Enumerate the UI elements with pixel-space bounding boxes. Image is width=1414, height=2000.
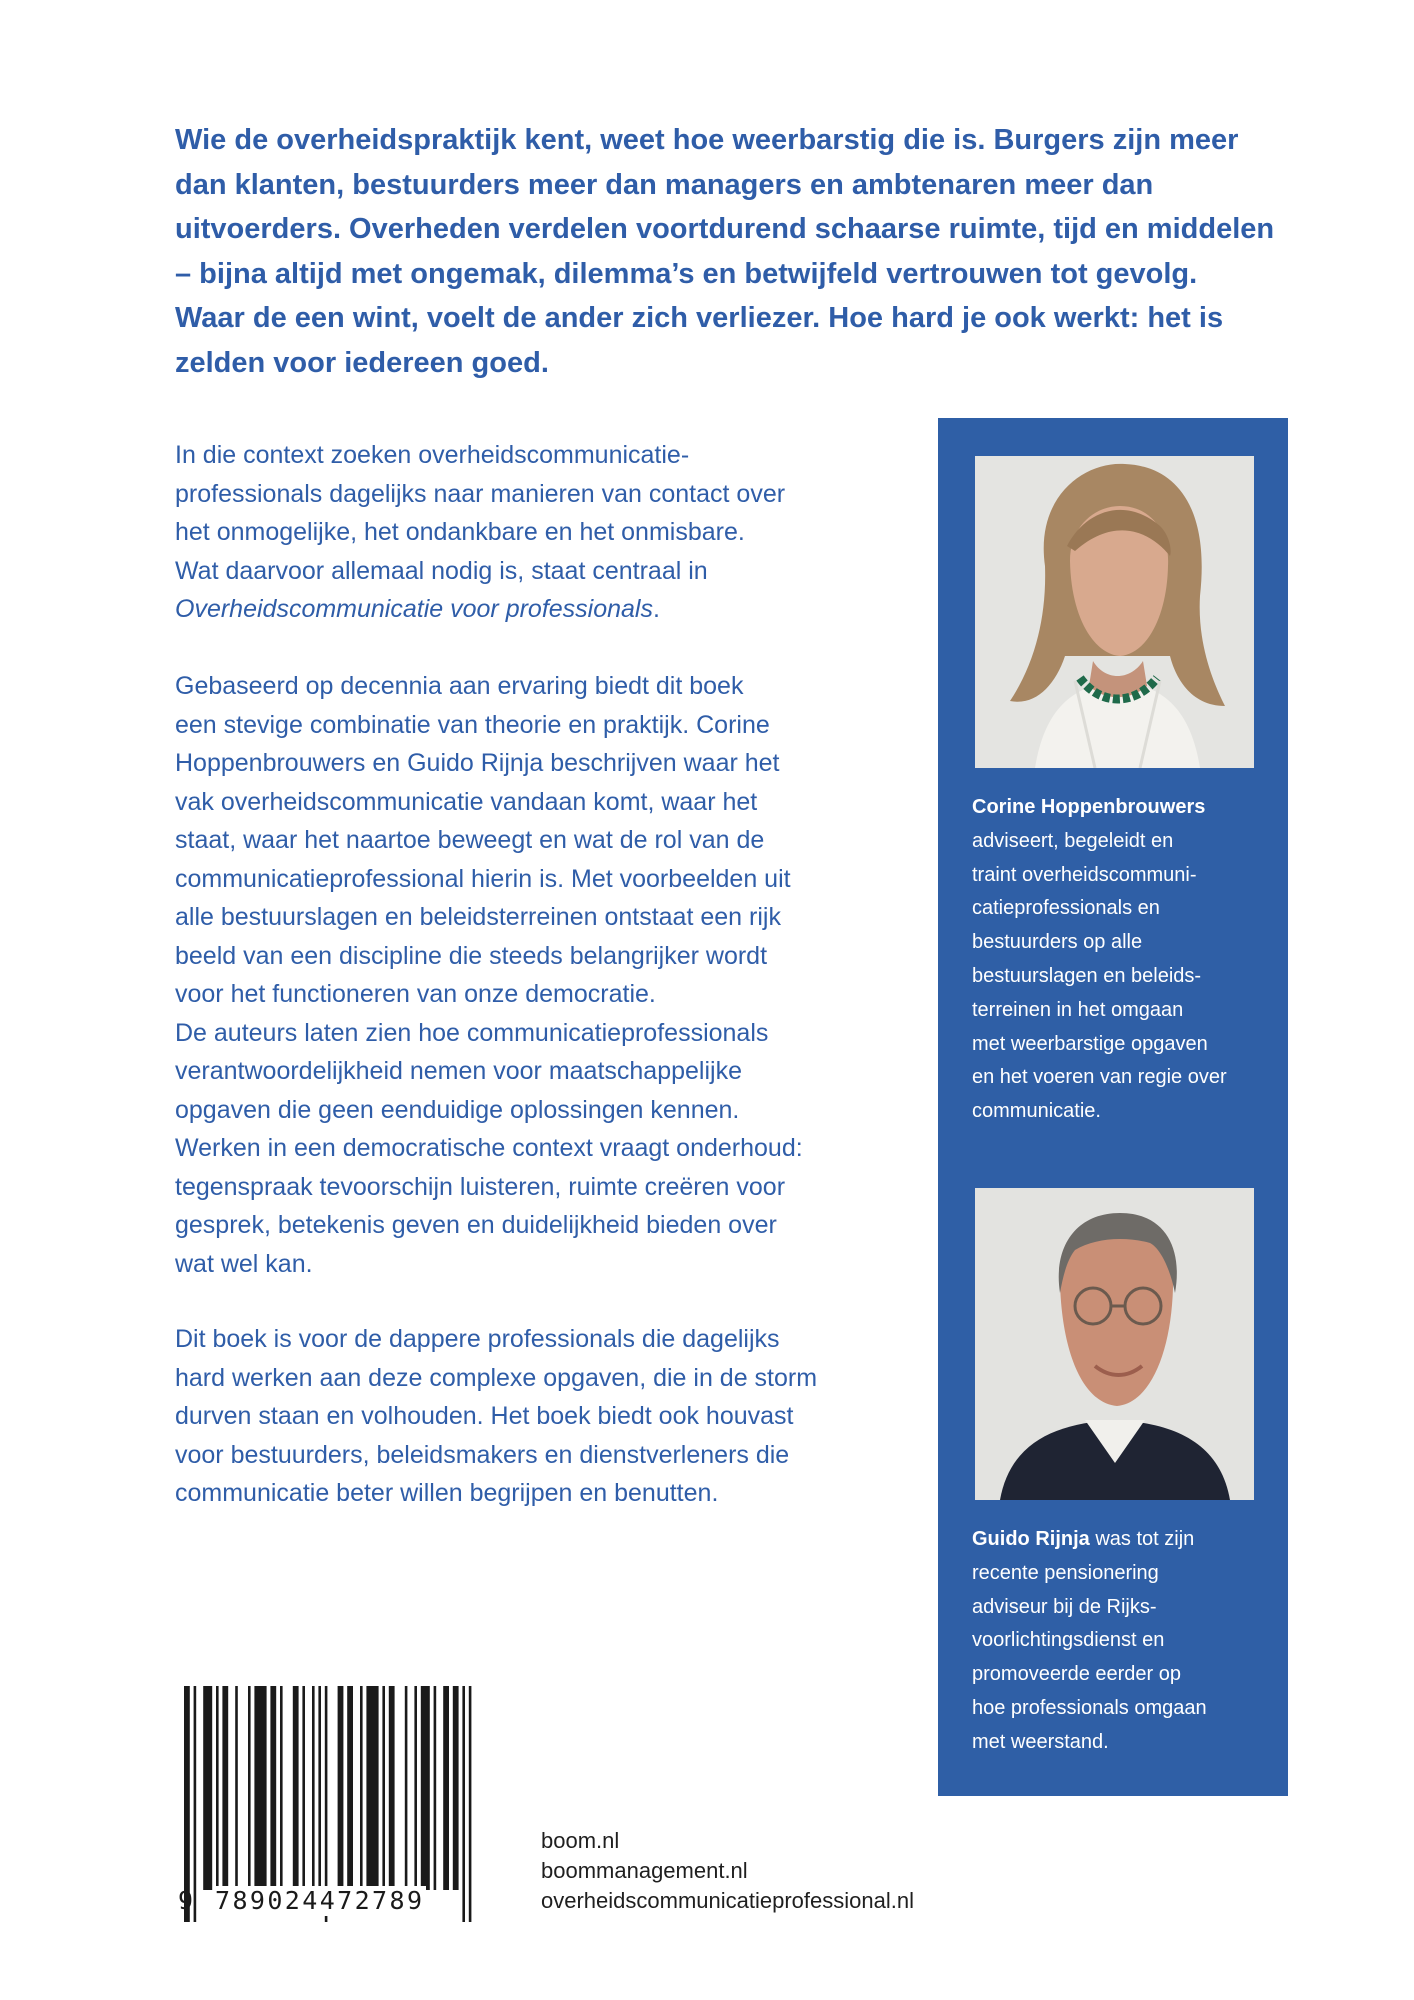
text-line: beeld van een discipline die steeds belangrijker wordt — [175, 941, 768, 970]
text-line: voor het functioneren van onze democratie. — [175, 980, 656, 1008]
text-line: het onmogelijke, het ondankbare en het onmisbare. — [175, 518, 745, 546]
barcode-bar — [338, 1686, 344, 1890]
barcode-bar — [293, 1686, 299, 1890]
bio-first-suffix: was tot zijn — [1089, 1528, 1195, 1550]
text-line: Wat daarvoor allemaal nodig is, staat centraal in — [175, 556, 708, 585]
bio-line: en het voeren van regie over — [972, 1066, 1227, 1089]
author-name: Corine Hoppenbrouwers — [972, 796, 1206, 818]
book-title: Overheidscommunicatie voor professionals — [175, 595, 653, 623]
barcode-bar — [453, 1686, 459, 1890]
text-line: tegenspraak tevoorschijn luisteren, ruimte creëren voor — [175, 1172, 786, 1201]
text-line: voor bestuurders, beleidsmakers en dienstverleners die — [175, 1440, 790, 1469]
portrait-woman-image — [975, 456, 1254, 768]
text-line: wat wel kan. — [175, 1249, 313, 1278]
barcode-bar — [360, 1686, 363, 1890]
text-line: een stevige combinatie van theorie en praktijk. Corine — [175, 710, 770, 739]
barcode-bar — [469, 1686, 472, 1922]
text-line: In die context zoeken overheidscommunicatie- — [175, 441, 690, 469]
barcode-bar — [248, 1686, 251, 1890]
bio-line: voorlichtingsdienst en — [972, 1629, 1165, 1652]
bio-line: adviseur bij de Rijks- — [972, 1595, 1157, 1618]
text-line: durven staan en volhouden. Het boek biedt ook houvast — [175, 1402, 794, 1430]
body-paragraph-1 — [175, 436, 875, 629]
barcode-bar — [366, 1686, 378, 1890]
barcode-bar — [216, 1686, 219, 1890]
barcode-bar — [443, 1686, 449, 1890]
text-line: alle bestuurslagen en beleidsterreinen ontstaat een rijk — [175, 903, 781, 931]
author-bio-corine — [972, 791, 1272, 1129]
intro-line: uitvoerders. Overheden verdelen voortdurend schaarse ruimte, tijd en middelen — [175, 213, 1275, 245]
text-line — [175, 590, 875, 629]
barcode-bar — [280, 1686, 283, 1890]
website-list — [541, 1826, 914, 1916]
text-line: Dit boek is voor de dappere professionals die dagelijks — [175, 1325, 780, 1353]
barcode-bar — [302, 1686, 305, 1890]
bio-line: met weerstand. — [972, 1730, 1109, 1753]
barcode-bar — [347, 1686, 353, 1890]
barcode-bar — [222, 1686, 228, 1890]
text-line: hard werken aan deze complexe opgaven, die in de storm — [175, 1363, 818, 1392]
barcode-bar — [312, 1686, 315, 1890]
intro-line: dan klanten, bestuurders meer dan managers en ambtenaren meer dan — [175, 168, 1154, 201]
bio-line: terreinen in het omgaan — [972, 998, 1184, 1021]
text-line: De auteurs laten zien hoe communicatieprofessionals — [175, 1018, 769, 1047]
text-line: opgaven die geen eenduidige oplossingen kennen. — [175, 1095, 740, 1124]
bio-line: traint overheidscommuni- — [972, 863, 1197, 886]
bio-line: adviseert, begeleidt en — [972, 829, 1174, 852]
bio-line: promoveerde eerder op — [972, 1663, 1182, 1686]
website-link[interactable]: boom.nl — [541, 1828, 620, 1853]
website-link[interactable]: overheidscommunicatieprofessional.nl — [541, 1888, 914, 1913]
intro-line: Waar de een wint, voelt de ander zich verliezer. Hoe hard je ook werkt: het is — [175, 302, 1224, 334]
text-line: Gebaseerd op decennia aan ervaring biedt dit boek — [175, 672, 744, 700]
author-photo-corine — [975, 456, 1254, 768]
body-paragraph-3 — [175, 1320, 875, 1513]
text-line: professionals dagelijks naar manieren van contact over — [175, 479, 786, 508]
isbn-first-digit: 9 — [178, 1886, 194, 1915]
intro-paragraph — [175, 118, 1300, 385]
isbn-digits: 789024472789 — [215, 1886, 425, 1915]
barcode-bar — [270, 1686, 276, 1890]
book-title-suffix: . — [653, 595, 660, 623]
barcode-bar — [462, 1686, 465, 1922]
portrait-man-image — [975, 1188, 1254, 1500]
bio-line: bestuurders op alle — [972, 931, 1143, 954]
intro-line: – bijna altijd met ongemak, dilemma’s en betwijfeld vertrouwen tot gevolg. — [175, 257, 1198, 290]
author-bio-guido — [972, 1523, 1272, 1760]
bio-line: bestuurslagen en beleids- — [972, 964, 1202, 987]
barcode-bar — [421, 1686, 430, 1890]
bio-line: catieprofessionals en — [972, 897, 1160, 920]
text-line: staat, waar het naartoe beweegt en wat de rol van de — [175, 826, 765, 854]
barcode-bar — [382, 1686, 385, 1890]
barcode-bar — [389, 1686, 395, 1890]
website-link[interactable]: boommanagement.nl — [541, 1858, 748, 1883]
text-line: communicatieprofessional hierin is. Met voorbeelden uit — [175, 864, 791, 893]
text-line: verantwoordelijkheid nemen voor maatschappelijke — [175, 1057, 742, 1085]
bio-line: hoe professionals omgaan — [972, 1696, 1207, 1719]
barcode-bar — [235, 1686, 238, 1890]
author-photo-guido — [975, 1188, 1254, 1500]
body-paragraph-2 — [175, 667, 875, 1283]
barcode-bar — [405, 1686, 408, 1890]
bio-first-line — [972, 1523, 1272, 1557]
barcode-bar — [254, 1686, 266, 1890]
bio-line: communicatie. — [972, 1100, 1101, 1123]
barcode-bar — [318, 1686, 321, 1890]
bio-line: met weerbarstige opgaven — [972, 1032, 1208, 1055]
intro-line: zelden voor iedereen goed. — [175, 346, 549, 379]
text-line: gesprek, betekenis geven en duidelijkheid bieden over — [175, 1211, 777, 1239]
barcode-bar — [203, 1686, 212, 1890]
barcode-bar — [414, 1686, 417, 1890]
barcode-bar — [434, 1686, 437, 1890]
author-sidebar — [938, 418, 1288, 1796]
text-line: Werken in een democratische context vraagt onderhoud: — [175, 1134, 803, 1162]
bio-line: recente pensionering — [972, 1561, 1159, 1584]
author-name: Guido Rijnja — [972, 1528, 1090, 1550]
text-line: communicatie beter willen begrijpen en benutten. — [175, 1479, 719, 1507]
barcode-bar — [194, 1686, 197, 1922]
intro-line: Wie de overheidspraktijk kent, weet hoe weerbarstig die is. Burgers zijn meer — [175, 124, 1239, 156]
text-line: Hoppenbrouwers en Guido Rijnja beschrijven waar het — [175, 749, 780, 777]
text-line: vak overheidscommunicatie vandaan komt, waar het — [175, 787, 758, 816]
